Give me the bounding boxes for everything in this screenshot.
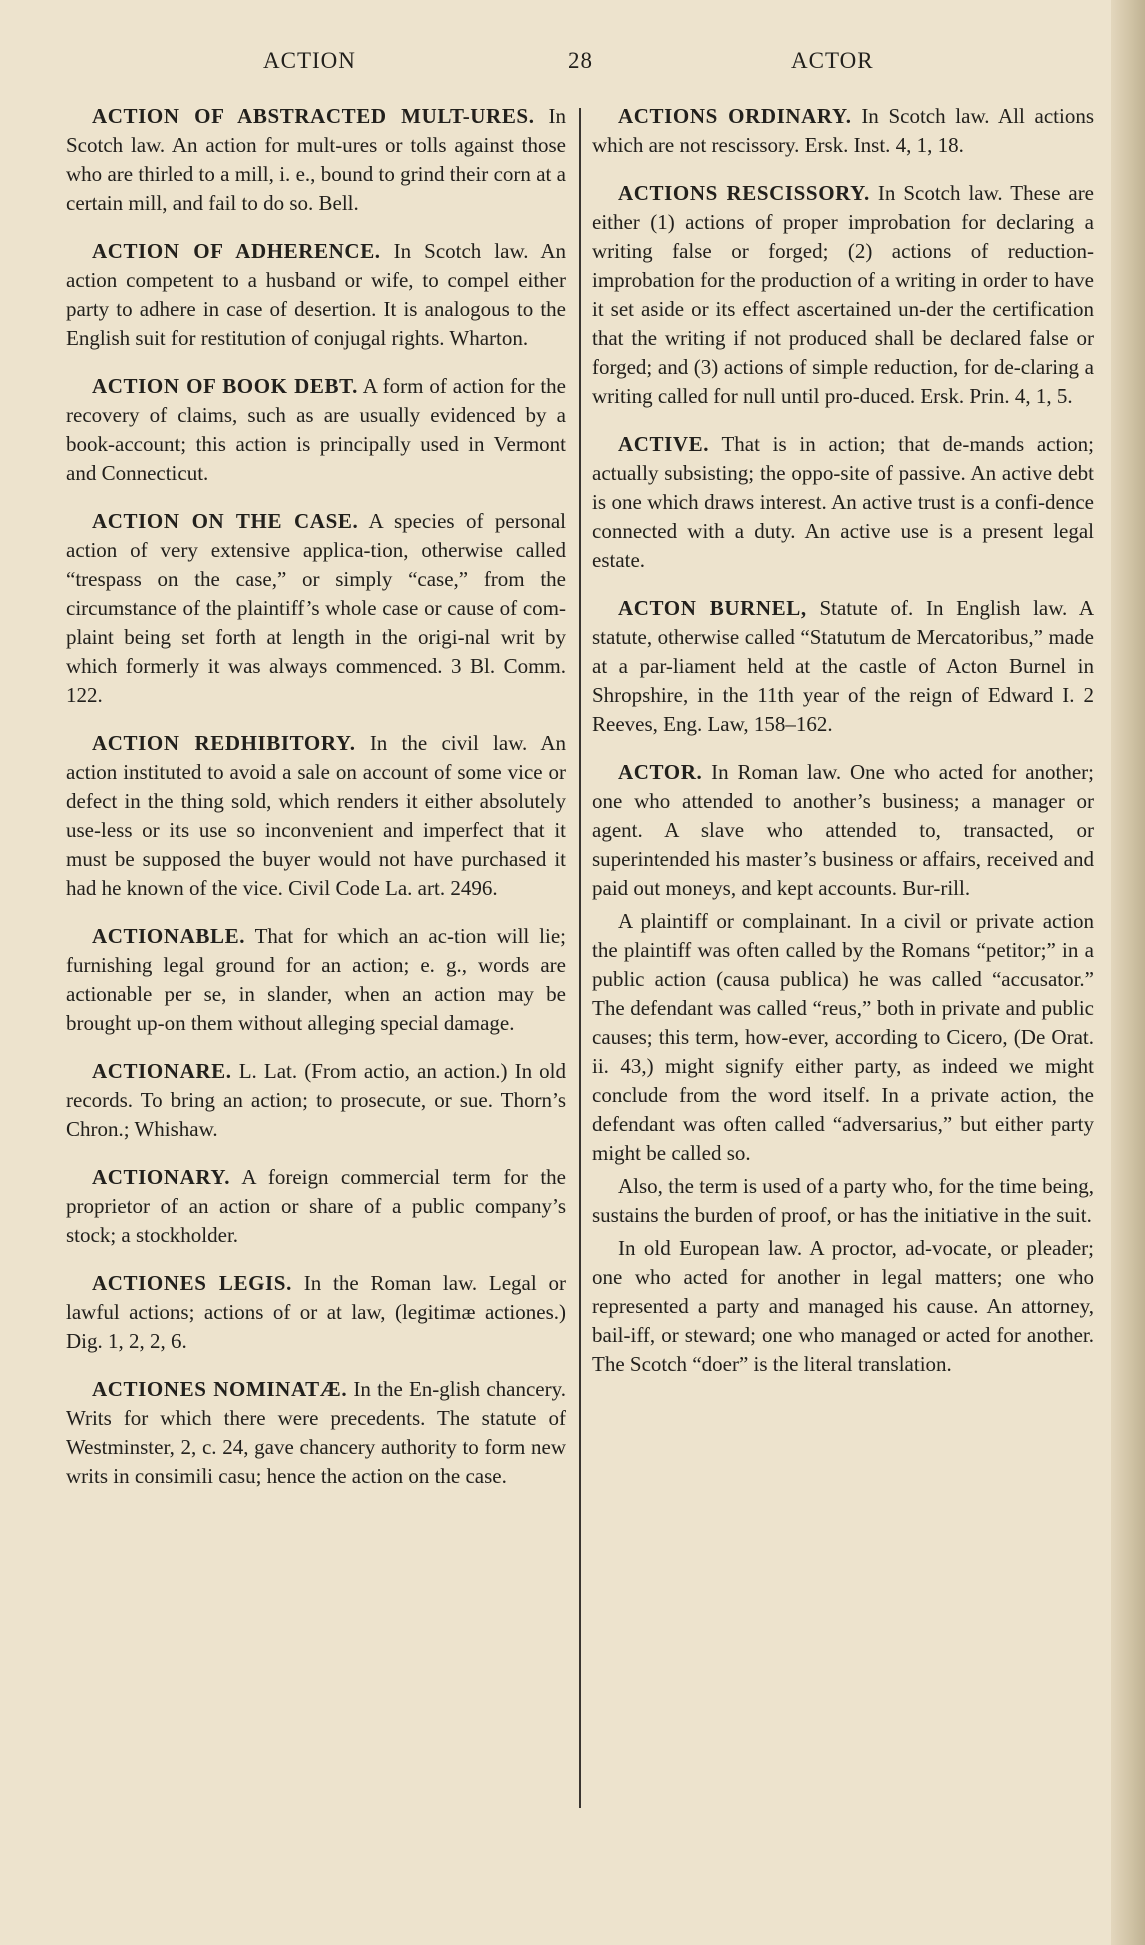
dictionary-entry [592, 102, 1094, 160]
entry-term: ACTIONS RESCISSORY. [618, 181, 870, 205]
dictionary-entry [66, 922, 566, 1038]
right-column [592, 102, 1094, 1398]
entry-text: In the En-glish chancery. Writs for which there were precedents. The statute of Westminster, 2, c. 24, gave chancery authority to form new writs in consimili casu; hence the action on the case. [66, 1377, 566, 1488]
entry-text: In old European law. A proctor, ad-vocate, or pleader; one who acted for another in legal matters; one who represented a party and managed his cause. An attorney, bail-iff, or steward; one who managed or acted for another. The Scotch “doer” is the literal translation. [592, 1236, 1094, 1376]
entry-continuation [592, 907, 1094, 1168]
running-head [0, 44, 1145, 84]
entry-text: Statute of. In English law. A statute, otherwise called “Statutum de Mercatoribus,” made at a par-liament held at the castle of Acton Burnel in Shropshire, in the 11th year of the reign of Edward I. 2 Reeves, Eng. Law, 158–162. [592, 596, 1094, 736]
dictionary-entry [66, 1057, 566, 1144]
running-head-right: ACTOR [791, 48, 874, 73]
dictionary-entry [592, 758, 1094, 903]
entry-text: In Scotch law. An action for mult-ures or tolls against those who are thirled to a mill, i. e., bound to grind their corn at a certain mill, and fail to do so. Bell. [66, 104, 566, 215]
left-column [66, 102, 566, 1510]
entry-text: A form of action for the recovery of claims, such as are usually evidenced by a book-account; this action is principally used in Vermont and Connecticut. [66, 374, 567, 485]
entry-term: ACTIONS ORDINARY. [618, 104, 852, 128]
entry-term: ACTIONARE. [92, 1059, 232, 1083]
entry-term: ACTIONES NOMINATÆ. [92, 1377, 348, 1401]
entry-text: A foreign commercial term for the proprietor of an action or share of a public company’s stock; a stockholder. [66, 1165, 567, 1247]
dictionary-entry [66, 507, 566, 710]
dictionary-entry [66, 372, 566, 488]
entry-text: In Roman law. One who acted for another; one who attended to another’s business; a manager or agent. A slave who attended to, transacted, or superintended his master’s business or affairs, received and paid out moneys, and kept accounts. Bur-rill. [592, 760, 1094, 900]
entry-term: ACTON BURNEL, [618, 596, 807, 620]
entry-term: ACTION ON THE CASE. [92, 509, 359, 533]
entry-term: ACTIONARY. [92, 1165, 231, 1189]
dictionary-entry [592, 179, 1094, 411]
dictionary-entry [592, 594, 1094, 739]
dictionary-entry [66, 237, 566, 353]
entry-text: In Scotch law. All actions which are not rescissory. Ersk. Inst. 4, 1, 18. [592, 104, 1094, 157]
column-divider [579, 108, 581, 1808]
running-head-left: ACTION [263, 48, 356, 73]
entry-text: A species of personal action of very extensive applica-tion, otherwise called “trespass on the case,” or simply “case,” from the circumstance of the plaintiff’s whole case or cause of com-plaint being set forth at length in the origi-nal writ by which formerly it was always commenced. 3 Bl. Comm. 122. [66, 509, 566, 707]
page-number: 28 [568, 48, 593, 73]
entry-text: A plaintiff or complainant. In a civil or private action the plaintiff was often called by the Romans “petitor;” in a public action (causa publica) he was called “accusator.” The defendant was called “reus,” both in private and public causes; this term, how-ever, according to Cicero, (De Orat. ii. 43,) might signify either party, as indeed we might conclude from the word itself. In a private action, the defendant was often called “adversarius,” but either party might be called so. [592, 909, 1094, 1165]
entry-text: In the Roman law. Legal or lawful actions; actions of or at law, (legitimæ actiones.) Dig. 1, 2, 2, 6. [66, 1271, 566, 1353]
entry-continuation [592, 1172, 1094, 1230]
entry-text: L. Lat. (From actio, an action.) In old records. To bring an action; to prosecute, or sue. Thorn’s Chron.; Whishaw. [66, 1059, 567, 1141]
entry-term: ACTIONABLE. [92, 924, 246, 948]
entry-text: That is in action; that de-mands action; actually subsisting; the oppo-site of passive. An active debt is one which draws interest. An active trust is a confi-dence connected with a duty. An active use is a present legal estate. [592, 432, 1095, 572]
entry-term: ACTION OF ADHERENCE. [92, 239, 381, 263]
dictionary-entry [66, 729, 566, 903]
dictionary-entry [66, 1375, 566, 1491]
entry-term: ACTOR. [618, 760, 703, 784]
dictionary-entry [66, 102, 566, 218]
entry-term: ACTION OF ABSTRACTED MULT-URES. [92, 104, 535, 128]
entry-term: ACTIONES LEGIS. [92, 1271, 292, 1295]
entry-text: That for which an ac-tion will lie; furnishing legal ground for an action; e. g., words are actionable per se, in slander, when an action may be brought up-on them without alleging special damage. [66, 924, 566, 1035]
entry-text: In the civil law. An action instituted to avoid a sale on account of some vice or defect in the thing sold, which renders it either absolutely use-less or its use so inconvenient and imperfect that it must be supposed the buyer would not have purchased it had he known of the vice. Civil Code La. art. 2496. [66, 731, 566, 900]
entry-term: ACTIVE. [618, 432, 710, 456]
dictionary-entry [66, 1163, 566, 1250]
entry-continuation [592, 1234, 1094, 1379]
entry-text: In Scotch law. These are either (1) actions of proper improbation for declaring a writing false or forged; (2) actions of reduction-improbation for the production of a writing in order to have it set aside or its effect ascertained un-der the certification that the writing if not produced shall be declared false or forged; and (3) actions of simple reduction, for de-claring a writing called for null until pro-duced. Ersk. Prin. 4, 1, 5. [592, 181, 1095, 408]
entry-term: ACTION OF BOOK DEBT. [92, 374, 358, 398]
entry-text: In Scotch law. An action competent to a husband or wife, to compel either party to adhere in case of desertion. It is analogous to the English suit for restitution of conjugal rights. Wharton. [66, 239, 566, 350]
entry-term: ACTION REDHIBITORY. [92, 731, 356, 755]
dictionary-entry [592, 430, 1094, 575]
dictionary-entry [66, 1269, 566, 1356]
page-edge [1111, 0, 1145, 1945]
entry-text: Also, the term is used of a party who, for the time being, sustains the burden of proof, or has the initiative in the suit. [592, 1174, 1094, 1227]
